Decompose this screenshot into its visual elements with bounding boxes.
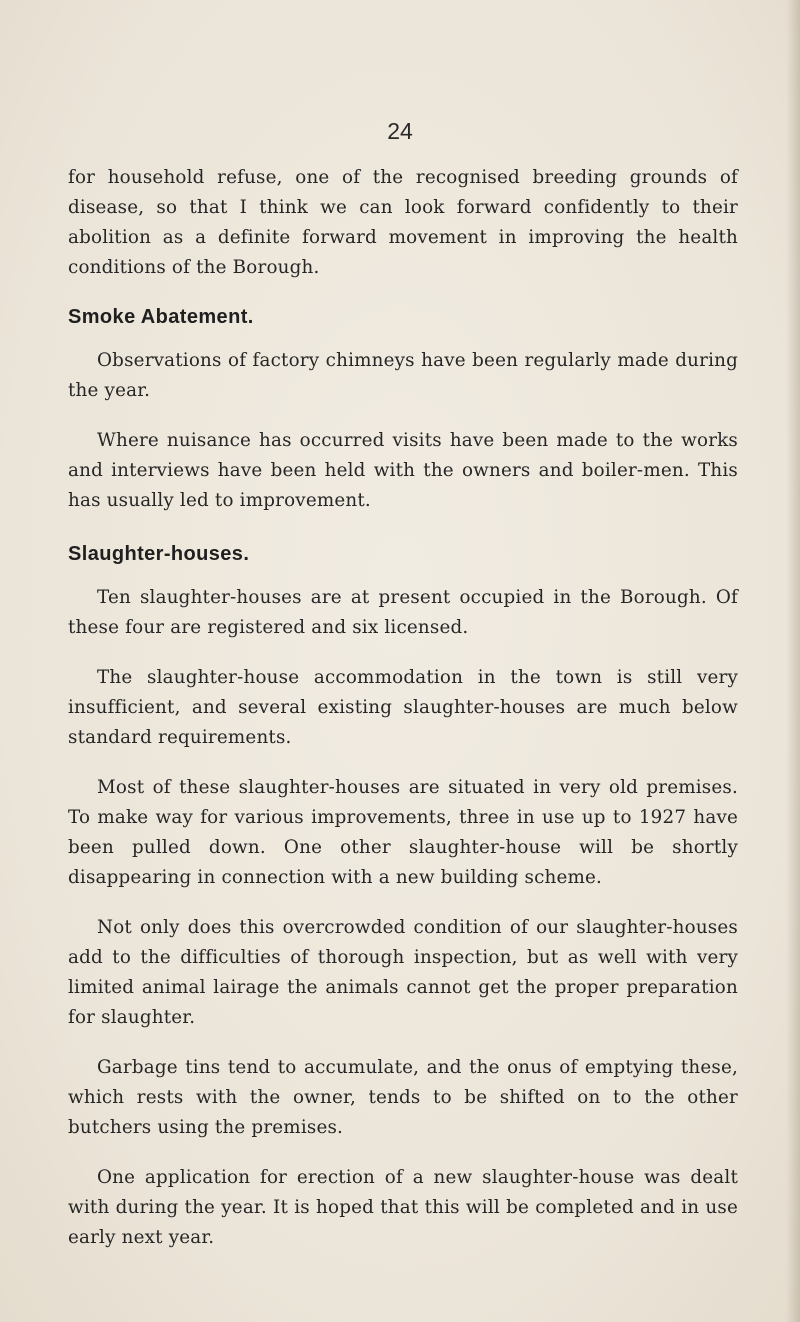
page-number: 24 xyxy=(387,118,413,144)
page-body xyxy=(68,163,738,1253)
slaughter-paragraph-6: One application for erection of a new slaughter-house was dealt with during the year. It is hoped that this will be completed and in use early next year. xyxy=(68,1167,738,1248)
smoke-paragraph-1: Observations of factory chimneys have been regularly made during the year. xyxy=(68,350,738,401)
slaughter-paragraph-4: Not only does this overcrowded condition of our slaughter-houses add to the difficulties of thorough inspection, but as well with very limited animal lairage the animals cannot get the proper preparation for slaughter. xyxy=(68,917,738,1028)
slaughter-paragraph-1: Ten slaughter-houses are at present occupied in the Borough. Of these four are registered and six licensed. xyxy=(68,587,738,638)
slaughter-paragraph-2: The slaughter-house accommodation in the town is still very insufficient, and several existing slaughter-houses are much below standard requirements. xyxy=(68,667,738,748)
smoke-paragraph-2: Where nuisance has occurred visits have been made to the works and interviews have been held with the owners and boiler-men. This has usually led to improvement. xyxy=(68,430,738,511)
slaughter-houses-heading: Slaughter-houses. xyxy=(68,543,250,565)
page-edge-shadow xyxy=(786,0,800,1322)
slaughter-paragraph-3: Most of these slaughter-houses are situated in very old premises. To make way for various improvements, three in use up to 1927 have been pulled down. One other slaughter-house will be shortly disappearing in connection with a new building scheme. xyxy=(68,777,738,888)
slaughter-paragraph-5: Garbage tins tend to accumulate, and the onus of emptying these, which rests with the owner, tends to be shifted on to the other butchers using the premises. xyxy=(68,1057,738,1138)
smoke-abatement-heading: Smoke Abatement. xyxy=(68,306,254,328)
intro-paragraph: for household refuse, one of the recognised breeding grounds of disease, so that I think we can look forward confidently to their abolition as a definite forward movement in improving the health conditions of the Borough. xyxy=(68,167,738,278)
